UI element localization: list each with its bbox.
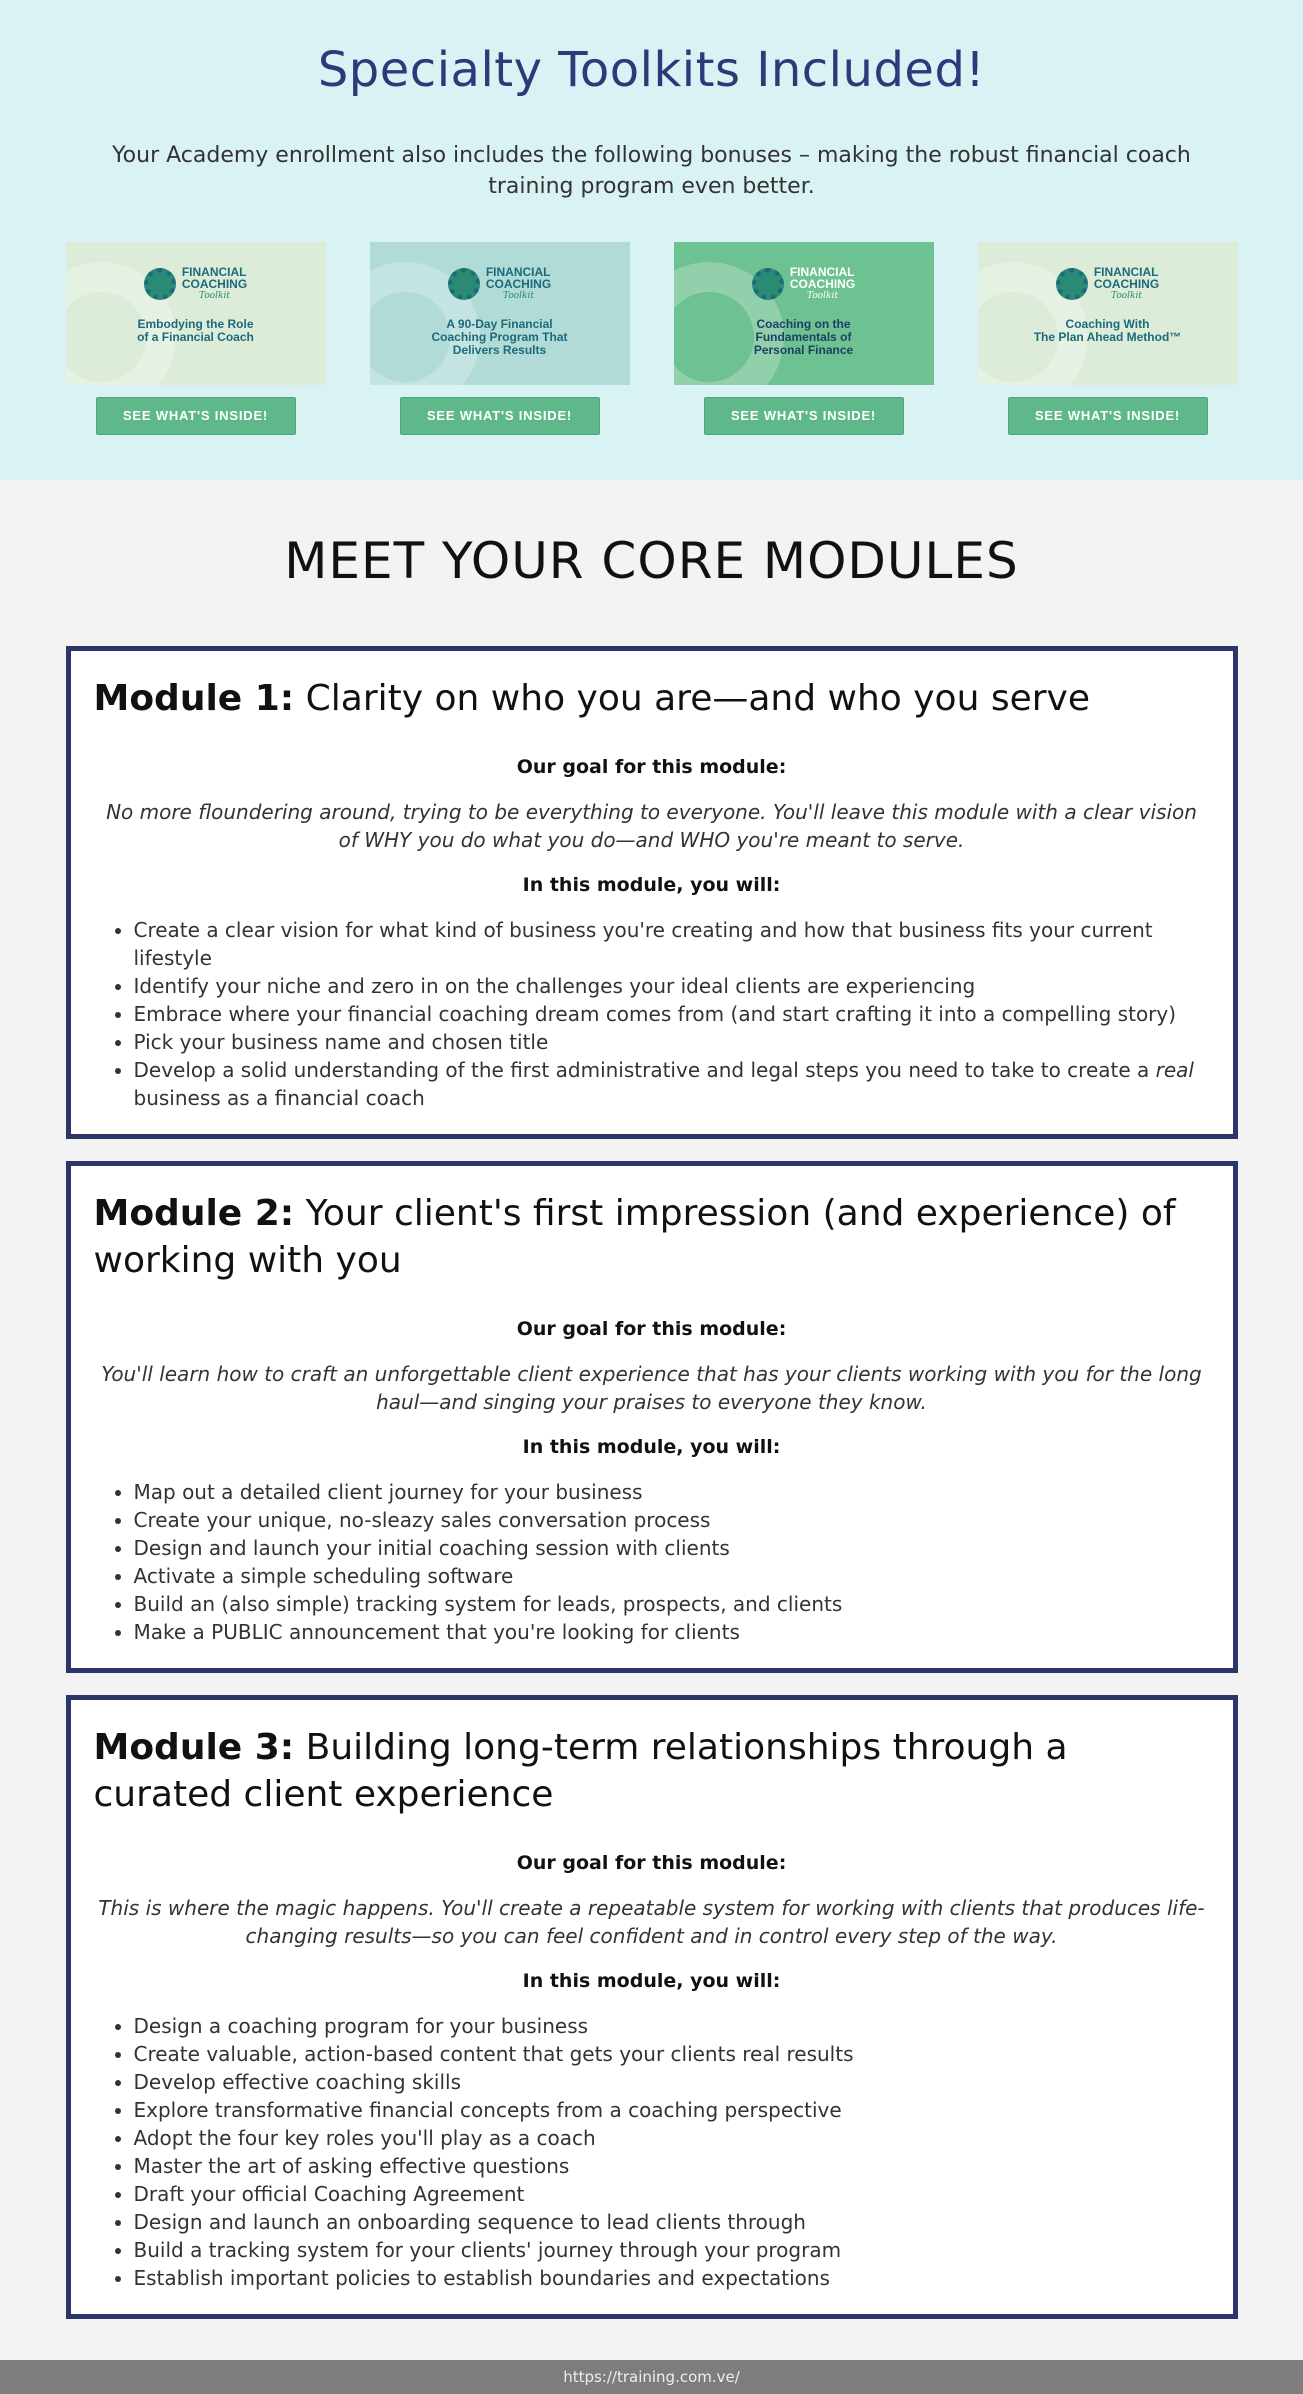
list-item: • Explore transformative financial concepts from a coaching perspective	[134, 2096, 1210, 2124]
list-item-text: Develop a solid understanding of the first administrative and legal steps you need to take to create a	[133, 1058, 1156, 1082]
see-whats-inside-button-2[interactable]: SEE WHAT'S INSIDE!	[400, 397, 600, 435]
gear-leaf-icon	[144, 268, 176, 300]
module-goal: You'll learn how to craft an unforgettable client experience that has your clients working with you for the long haul—and singing your praises to everyone they know.	[101, 1362, 1202, 1414]
module-card-1	[66, 646, 1238, 1139]
toolkit-cover-image[interactable]	[66, 242, 326, 385]
toolkit-cover-title: A 90-Day Financial Coaching Program That Delivers Results	[431, 317, 568, 357]
list-item: • Develop effective coaching skills	[134, 2068, 1210, 2096]
toolkits-title: Specialty Toolkits Included!	[317, 42, 986, 98]
brand-line1: FINANCIAL	[485, 265, 551, 279]
list-item: • Identify your niche and zero in on the challenges your ideal clients are experiencing	[134, 972, 1210, 1000]
list-item: • Map out a detailed client journey for your business	[134, 1478, 1210, 1506]
list-item: • Establish important policies to establish boundaries and expectations	[134, 2264, 1210, 2292]
see-whats-inside-button-4[interactable]: SEE WHAT'S INSIDE!	[1008, 397, 1208, 435]
brand-script: Toolkit	[1111, 291, 1142, 301]
gear-leaf-icon	[752, 268, 784, 300]
will-label: In this module, you will:	[522, 1436, 781, 1458]
toolkit-card-4	[978, 242, 1238, 435]
list-item-text: business as a financial coach	[133, 1086, 425, 1110]
brand-line2: COACHING	[789, 277, 856, 291]
module-title: Your client's first impression (and experience) of working with you	[93, 1193, 1176, 1281]
will-label: In this module, you will:	[522, 1970, 781, 1992]
module-number: Module 3:	[93, 1727, 295, 1768]
brand-line1: FINANCIAL	[181, 265, 247, 279]
list-item: • Adopt the four key roles you'll play as a coach	[134, 2124, 1210, 2152]
toolkit-cover-title: Coaching With The Plan Ahead Method™	[1033, 317, 1182, 344]
module-heading	[94, 1190, 1210, 1284]
brand-line2: COACHING	[1093, 277, 1160, 291]
toolkit-cover-image[interactable]	[370, 242, 630, 385]
brand-script: Toolkit	[199, 291, 230, 301]
toolkits-intro: Your Academy enrollment also includes the following bonuses – making the robust financial coach training program even better.	[112, 143, 1191, 199]
toolkit-list	[66, 242, 1238, 435]
toolkit-brand-logo	[1056, 266, 1159, 302]
brand-line2: COACHING	[485, 277, 552, 291]
list-item: • Design and launch an onboarding sequence to lead clients through	[134, 2208, 1210, 2236]
list-item: • Create valuable, action-based content that gets your clients real results	[134, 2040, 1210, 2068]
list-item: • Create a clear vision for what kind of business you're creating and how that business fits your current lifestyle	[134, 916, 1210, 972]
module-goal: No more floundering around, trying to be everything to everyone. You'll leave this module with a clear vision of WHY you do what you do—and WHO you're meant to serve.	[106, 800, 1197, 852]
see-whats-inside-button-3[interactable]: SEE WHAT'S INSIDE!	[704, 397, 904, 435]
list-item-emphasis: real	[1155, 1058, 1194, 1082]
module-heading	[94, 675, 1210, 722]
toolkits-section	[0, 0, 1303, 480]
toolkit-cover-title: Coaching on the Fundamentals of Personal Finance	[753, 317, 854, 357]
list-item	[134, 1056, 1210, 1112]
list-item: • Draft your official Coaching Agreement	[134, 2180, 1210, 2208]
module-card-3	[66, 1695, 1238, 2319]
goal-label: Our goal for this module:	[516, 756, 787, 778]
toolkit-brand-logo	[144, 266, 247, 302]
brand-script: Toolkit	[503, 291, 534, 301]
list-item: • Make a PUBLIC announcement that you're looking for clients	[134, 1618, 1210, 1646]
module-title: Building long-term relationships through a curated client experience	[93, 1727, 1068, 1815]
gear-leaf-icon	[448, 268, 480, 300]
toolkit-card-2	[370, 242, 630, 435]
module-goal: This is where the magic happens. You'll create a repeatable system for working with clients that produces life-changing results—so you can feel confident and in control every step of the way.	[98, 1896, 1205, 1948]
toolkit-brand-logo	[752, 266, 855, 302]
gear-leaf-icon	[1056, 268, 1088, 300]
list-item: • Activate a simple scheduling software	[134, 1562, 1210, 1590]
will-label: In this module, you will:	[522, 874, 781, 896]
see-whats-inside-button-1[interactable]: SEE WHAT'S INSIDE!	[96, 397, 296, 435]
brand-line2: COACHING	[181, 277, 248, 291]
toolkit-cover-image[interactable]	[674, 242, 934, 385]
toolkit-card-3	[674, 242, 934, 435]
brand-line1: FINANCIAL	[1093, 265, 1159, 279]
list-item: • Master the art of asking effective questions	[134, 2152, 1210, 2180]
module-outcomes-list	[94, 1478, 1210, 1646]
goal-label: Our goal for this module:	[516, 1318, 787, 1340]
module-heading	[94, 1724, 1210, 1818]
brand-script: Toolkit	[807, 291, 838, 301]
list-item: • Build an (also simple) tracking system for leads, prospects, and clients	[134, 1590, 1210, 1618]
toolkit-card-1	[66, 242, 326, 435]
toolkit-cover-title: Embodying the Role of a Financial Coach	[137, 317, 254, 344]
list-item: • Design and launch your initial coaching session with clients	[134, 1534, 1210, 1562]
module-card-2	[66, 1161, 1238, 1673]
toolkit-brand-logo	[448, 266, 551, 302]
goal-label: Our goal for this module:	[516, 1852, 787, 1874]
module-number: Module 1:	[93, 678, 295, 719]
core-modules-title: MEET YOUR CORE MODULES	[284, 532, 1019, 590]
module-number: Module 2:	[93, 1193, 295, 1234]
module-title: Clarity on who you are—and who you serve	[305, 678, 1090, 719]
list-item: • Build a tracking system for your clients' journey through your program	[134, 2236, 1210, 2264]
module-outcomes-list	[94, 916, 1210, 1112]
status-bar-url: https://training.com.ve/	[0, 2360, 1303, 2394]
list-item: • Create your unique, no-sleazy sales conversation process	[134, 1506, 1210, 1534]
toolkit-cover-image[interactable]	[978, 242, 1238, 385]
list-item: • Design a coaching program for your business	[134, 2012, 1210, 2040]
list-item: • Pick your business name and chosen title	[134, 1028, 1210, 1056]
module-outcomes-list	[94, 2012, 1210, 2292]
brand-line1: FINANCIAL	[789, 265, 855, 279]
list-item: • Embrace where your financial coaching dream comes from (and start crafting it into a compelling story)	[134, 1000, 1210, 1028]
